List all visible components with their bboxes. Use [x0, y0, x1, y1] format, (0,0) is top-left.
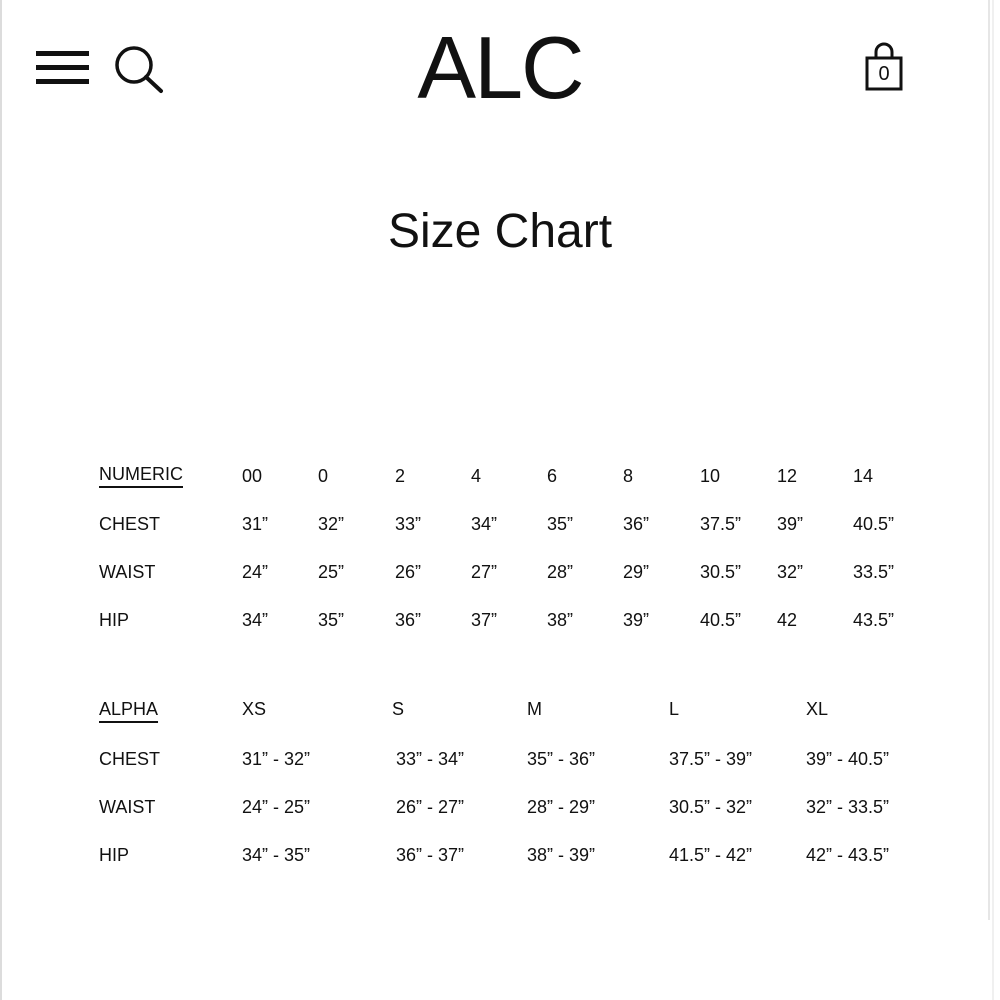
alpha-cell: 41.5” - 42”: [669, 845, 753, 865]
numeric-cell: 30.5”: [700, 562, 742, 582]
numeric-cell: 39”: [777, 514, 804, 534]
numeric-cell: 34”: [242, 610, 269, 630]
right-edge-shadow: [992, 0, 994, 1000]
alpha-cell: 24” - 25”: [242, 797, 311, 817]
numeric-cell: 40.5”: [700, 610, 742, 630]
numeric-size: 8: [623, 466, 634, 486]
alpha-size: M: [527, 699, 542, 719]
cart-button[interactable]: [864, 42, 904, 94]
numeric-cell: 43.5”: [853, 610, 895, 630]
numeric-cell: 36”: [395, 610, 422, 630]
alpha-cell: 26” - 27”: [396, 797, 465, 817]
numeric-size: 10: [700, 466, 721, 486]
numeric-cell: 31”: [242, 514, 269, 534]
alpha-size: L: [669, 699, 680, 719]
numeric-size: 12: [777, 466, 798, 486]
alpha-row-label: HIP: [99, 845, 130, 865]
numeric-cell: 38”: [547, 610, 574, 630]
alpha-cell: 28” - 29”: [527, 797, 596, 817]
numeric-cell: 35”: [547, 514, 574, 534]
numeric-cell: 39”: [623, 610, 650, 630]
menu-button[interactable]: [36, 46, 90, 90]
numeric-row-label: WAIST: [99, 562, 156, 582]
numeric-cell: 24”: [242, 562, 269, 582]
numeric-cell: 26”: [395, 562, 422, 582]
numeric-cell: 32”: [777, 562, 804, 582]
alpha-cell: 35” - 36”: [527, 749, 596, 769]
page-title: Size Chart: [387, 205, 613, 258]
numeric-size: 0: [318, 466, 329, 486]
alpha-size: XS: [242, 699, 267, 719]
alpha-cell: 30.5” - 32”: [669, 797, 753, 817]
numeric-size: 14: [853, 466, 874, 486]
numeric-size: 00: [242, 466, 263, 486]
brand-logo[interactable]: ALC: [417, 18, 583, 117]
alpha-size: XL: [806, 699, 829, 719]
alpha-cell: 42” - 43.5”: [806, 845, 890, 865]
numeric-row-label: CHEST: [99, 514, 161, 534]
alpha-cell: 37.5” - 39”: [669, 749, 753, 769]
alpha-cell: 33” - 34”: [396, 749, 465, 769]
numeric-row-label: HIP: [99, 610, 130, 630]
numeric-cell: 28”: [547, 562, 574, 582]
right-edge-divider: [988, 0, 990, 920]
search-button[interactable]: [114, 44, 166, 94]
numeric-cell: 32”: [318, 514, 345, 534]
alpha-cell: 36” - 37”: [396, 845, 465, 865]
numeric-cell: 35”: [318, 610, 345, 630]
numeric-cell: 29”: [623, 562, 650, 582]
numeric-cell: 33.5”: [853, 562, 895, 582]
alpha-cell: 38” - 39”: [527, 845, 596, 865]
numeric-cell: 37”: [471, 610, 498, 630]
numeric-size: 6: [547, 466, 558, 486]
alpha-cell: 31” - 32”: [242, 749, 311, 769]
alpha-cell: 34” - 35”: [242, 845, 311, 865]
numeric-cell: 25”: [318, 562, 345, 582]
alpha-size: S: [392, 699, 405, 719]
numeric-cell: 36”: [623, 514, 650, 534]
cart-count: 0: [878, 63, 890, 85]
numeric-cell: 37.5”: [700, 514, 742, 534]
numeric-size: 2: [395, 466, 406, 486]
numeric-cell: 27”: [471, 562, 498, 582]
numeric-cell: 40.5”: [853, 514, 895, 534]
alpha-cell: 39” - 40.5”: [806, 749, 890, 769]
alpha-row-label: CHEST: [99, 749, 161, 769]
numeric-header: NUMERIC: [99, 464, 183, 484]
left-edge-divider: [0, 0, 2, 1000]
numeric-cell: 42: [777, 610, 798, 630]
alpha-row-label: WAIST: [99, 797, 156, 817]
numeric-cell: 34”: [471, 514, 498, 534]
numeric-size: 4: [471, 466, 482, 486]
alpha-cell: 32” - 33.5”: [806, 797, 890, 817]
search-icon: [114, 44, 166, 94]
alpha-header: ALPHA: [99, 699, 159, 719]
numeric-cell: 33”: [395, 514, 422, 534]
